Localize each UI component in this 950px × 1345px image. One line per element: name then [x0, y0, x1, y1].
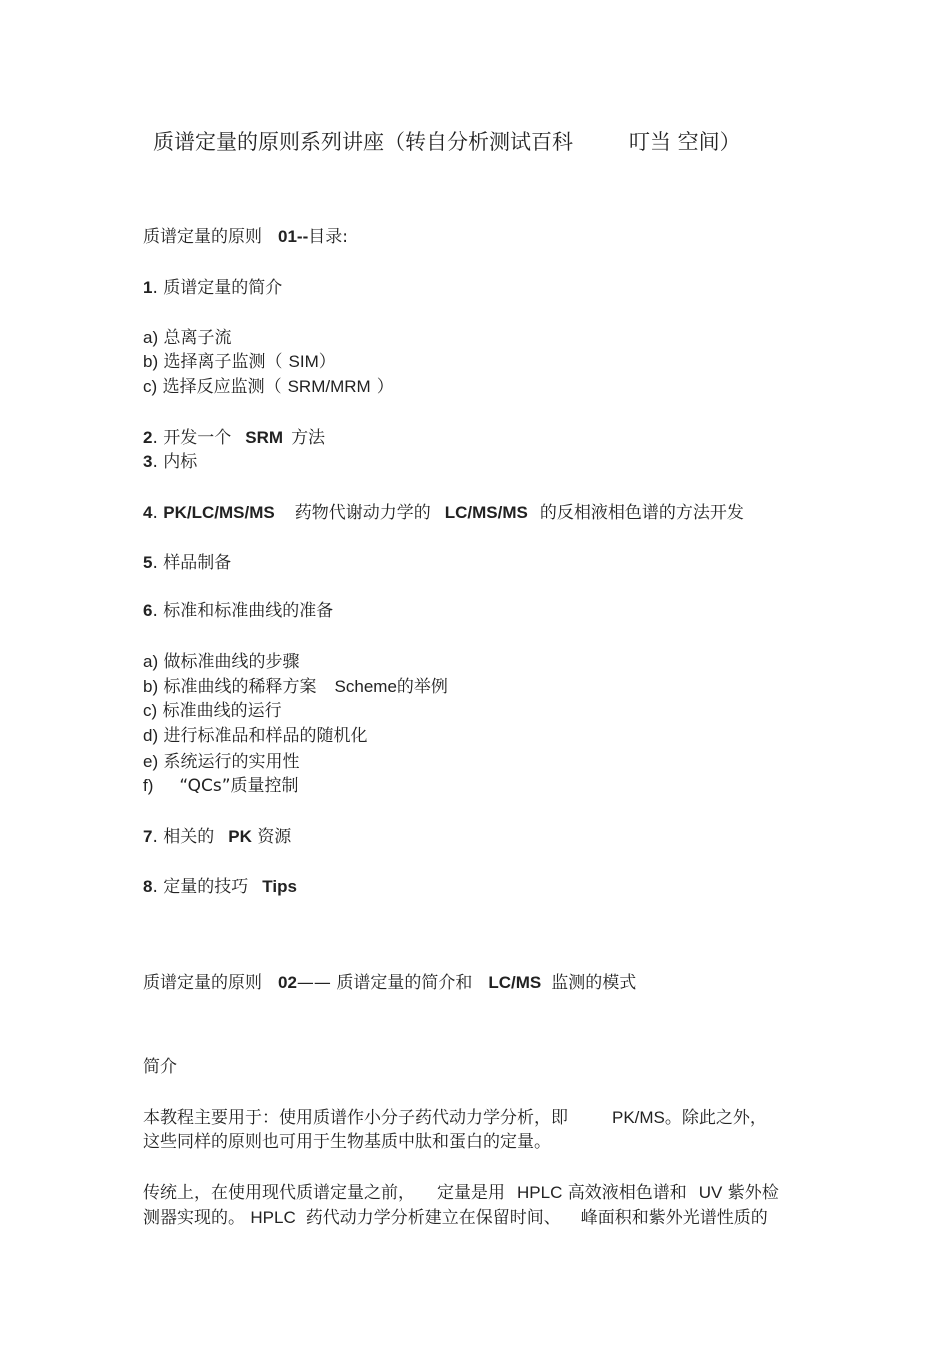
paragraph2-line1: 传统上，在使用现代质谱定量之前， 定量是用 HPLC 高效液相色谱和 UV 紫外检 [143, 1183, 779, 1203]
toc-item-4: 4. PK/LC/MS/MS 药物代谢动力学的 LC/MS/MS 的反相液相色谱的方法开发 [143, 503, 744, 523]
toc-item-1: 1. 质谱定量的简介 [143, 278, 283, 298]
paragraph1-line1: 本教程主要用于：使用质谱作小分子药代动力学分析，即 PK/MS。除此之外， [143, 1108, 767, 1128]
toc-item-6c: c) 标准曲线的运行 [143, 701, 282, 721]
section2-heading: 质谱定量的原则 02—— 质谱定量的简介和 LC/MS 监测的模式 [143, 973, 637, 993]
toc-item-6f: f) “QCs”质量控制 [143, 776, 299, 796]
toc-item-6d: d) 进行标准品和样品的随机化 [143, 726, 368, 746]
toc-item-3: 3. 内标 [143, 452, 198, 472]
title-part1: 质谱定量的原则系列讲座（转自分析测试百科 [153, 130, 573, 154]
title-part2: 叮当 空间） [629, 130, 741, 154]
paragraph2-line2: 测器实现的。 HPLC 药代动力学分析建立在保留时间、 峰面积和紫外光谱性质的 [143, 1208, 768, 1228]
toc-item-1c: c) 选择反应监测（ SRM/MRM ） [143, 377, 394, 397]
toc-item-1b: b) 选择离子监测（ SIM） [143, 352, 336, 372]
toc-item-2: 2. 开发一个 SRM 方法 [143, 428, 326, 448]
toc-item-7: 7. 相关的 PK 资源 [143, 827, 292, 847]
section1-heading: 质谱定量的原则 01--目录: [143, 227, 348, 247]
paragraph1-line2: 这些同样的原则也可用于生物基质中肽和蛋白的定量。 [143, 1132, 551, 1152]
section2-subheading: 简介 [143, 1057, 177, 1077]
toc-item-6b: b) 标准曲线的稀释方案 Scheme的举例 [143, 677, 448, 697]
toc-item-6e: e) 系统运行的实用性 [143, 752, 300, 772]
toc-item-8: 8. 定量的技巧 Tips [143, 877, 297, 897]
document-title [153, 128, 741, 156]
toc-item-6a: a) 做标准曲线的步骤 [143, 652, 300, 672]
toc-item-1a: a) 总离子流 [143, 328, 232, 348]
toc-item-5: 5. 样品制备 [143, 553, 232, 573]
toc-item-6: 6. 标准和标准曲线的准备 [143, 601, 334, 621]
